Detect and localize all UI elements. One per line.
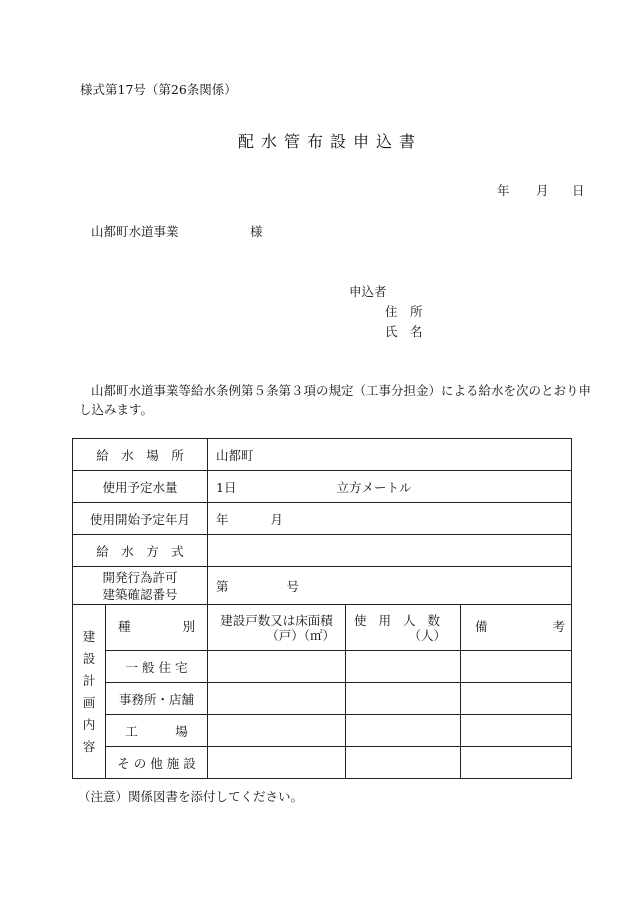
body-text-line1: 山都町水道事業等給水条例第５条第３項の規定（工事分担金）による給水を次のとおり申 <box>91 383 592 398</box>
permit-label-line2: 建築確認番号 <box>102 586 178 602</box>
start-month-mark: 月 <box>270 511 284 527</box>
permit-number-value <box>208 567 572 605</box>
planned-usage-value <box>208 471 572 503</box>
kind-other-facility: そ の 他 施 設 <box>106 747 208 779</box>
kind-header <box>106 605 208 651</box>
supply-method-label: 給 水 方 式 <box>73 535 208 567</box>
kind-residence: 一 般 住 宅 <box>106 651 208 683</box>
cell-empty <box>461 651 572 683</box>
table-row <box>73 683 572 715</box>
application-table <box>72 438 572 779</box>
addressee-honorific: 様 <box>250 224 263 239</box>
table-row <box>73 747 572 779</box>
date-day: 日 <box>572 183 585 198</box>
count-header <box>208 605 346 651</box>
cell-empty <box>461 683 572 715</box>
applicant-address-label: 住 所 <box>385 304 423 319</box>
cell-empty <box>208 747 346 779</box>
page-title: 配水管布設申込書 <box>238 132 423 151</box>
users-header <box>346 605 461 651</box>
applicant-label: 申込者 <box>349 284 387 299</box>
count-header-line1: 建設戸数又は床面積 <box>220 613 333 628</box>
remarks-header <box>461 605 572 651</box>
body-text-line2: し込みます。 <box>79 402 154 417</box>
remarks-header-right: 考 <box>552 619 566 634</box>
permit-label-line1: 開発行為許可 <box>102 569 178 585</box>
kind-header-right: 別 <box>182 619 196 634</box>
start-date-label: 使用開始予定年月 <box>73 503 208 535</box>
kind-office-store: 事務所・店舗 <box>106 683 208 715</box>
count-header-line2: （戸）（㎡） <box>266 628 336 643</box>
planned-usage-unit: 立方メートル <box>336 479 412 495</box>
table-row <box>73 715 572 747</box>
cell-empty <box>346 651 461 683</box>
cell-empty <box>346 683 461 715</box>
cell-empty <box>208 715 346 747</box>
supply-method-value <box>208 535 572 567</box>
users-header-line2: （人） <box>408 628 447 643</box>
kind-header-left: 種 <box>118 619 131 634</box>
remarks-header-left: 備 <box>475 619 488 634</box>
date-year: 年 <box>497 183 510 198</box>
cell-empty <box>208 651 346 683</box>
date-month: 月 <box>536 183 549 198</box>
supply-location-label: 給 水 場 所 <box>73 439 208 471</box>
cell-empty <box>346 715 461 747</box>
permit-number-suffix: 号 <box>286 578 300 594</box>
attachment-note: （注意）関係図書を添付してください。 <box>78 789 304 804</box>
planned-usage-per: 1日 <box>216 479 237 495</box>
supply-location-value: 山都町 <box>208 439 572 471</box>
cell-empty <box>461 747 572 779</box>
table-row <box>73 651 572 683</box>
cell-empty <box>346 747 461 779</box>
cell-empty <box>208 683 346 715</box>
planned-usage-label: 使用予定水量 <box>73 471 208 503</box>
applicant-name-label: 氏 名 <box>385 324 423 339</box>
plan-section-label: 建 設 計 画 内 容 <box>73 605 106 779</box>
permit-number-label <box>73 567 208 605</box>
permit-number-prefix: 第 <box>216 578 229 594</box>
cell-empty <box>461 715 572 747</box>
kind-factory: 工 場 <box>106 715 208 747</box>
users-header-line1: 使用人数 <box>354 613 453 628</box>
start-year-mark: 年 <box>216 511 229 527</box>
addressee-name: 山都町水道事業 <box>91 224 179 239</box>
form-number: 様式第17号（第26条関係） <box>80 82 237 97</box>
start-date-value <box>208 503 572 535</box>
